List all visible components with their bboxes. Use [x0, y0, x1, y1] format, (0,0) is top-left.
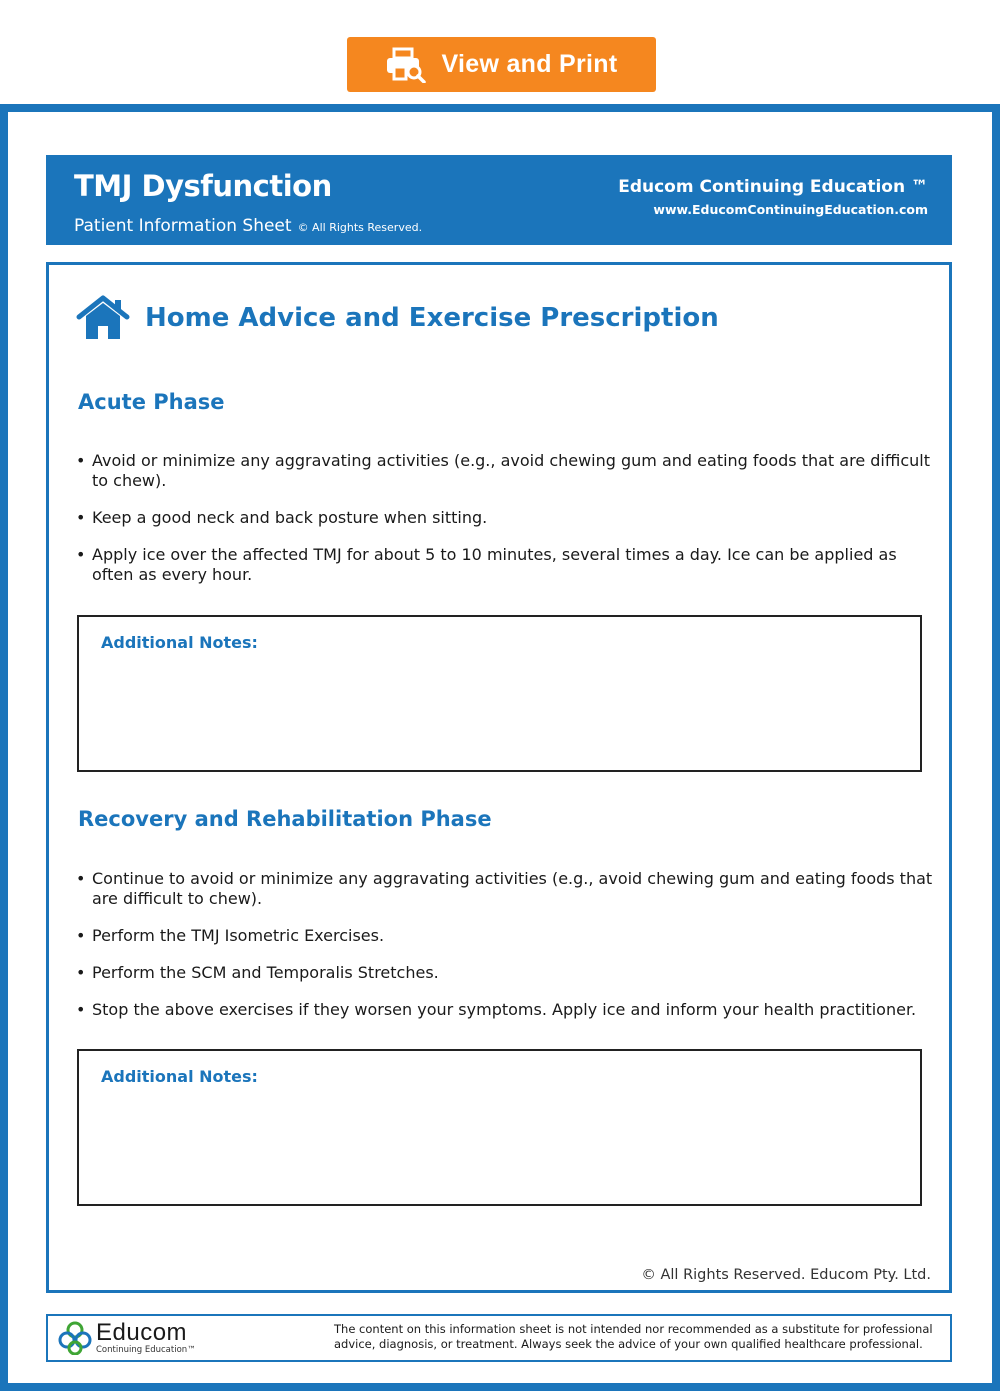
view-and-print-button[interactable] [347, 37, 656, 92]
sheet-title: TMJ Dysfunction [74, 169, 332, 203]
notes-label: Additional Notes: [101, 1067, 258, 1086]
content-box [46, 262, 952, 1293]
list-item: • Perform the TMJ Isometric Exercises. [76, 926, 936, 946]
logo-name: Educom [96, 1319, 188, 1346]
educom-logo-mark-icon [58, 1321, 92, 1355]
sheet-subtitle [74, 216, 422, 236]
list-item: • Apply ice over the affected TMJ for about 5 to 10 minutes, several times a day. Ice can be applied as often as every hour. [76, 545, 936, 585]
educom-logo [58, 1321, 196, 1355]
list-item: • Perform the SCM and Temporalis Stretches. [76, 963, 936, 983]
recovery-phase-list [76, 869, 936, 1037]
list-item: • Stop the above exercises if they worsen your symptoms. Apply ice and inform your health practitioner. [76, 1000, 936, 1020]
home-icon [75, 295, 131, 341]
header-copyright: © All Rights Reserved. [297, 221, 423, 234]
list-item: • Avoid or minimize any aggravating activities (e.g., avoid chewing gum and eating foods that are difficult to chew). [76, 451, 936, 491]
acute-phase-list [76, 451, 936, 602]
rights-reserved: © All Rights Reserved. Educom Pty. Ltd. [641, 1267, 931, 1283]
header-band [46, 155, 952, 245]
organization-url: www.EducomContinuingEducation.com [653, 202, 928, 217]
notes-label: Additional Notes: [101, 633, 258, 652]
acute-phase-title: Acute Phase [78, 390, 225, 414]
section-title: Home Advice and Exercise Prescription [145, 303, 719, 333]
top-toolbar [0, 0, 1000, 104]
printer-search-icon [385, 47, 427, 83]
section-heading [75, 295, 719, 341]
acute-notes-box[interactable] [77, 615, 922, 772]
footer [46, 1314, 952, 1362]
view-and-print-label: View and Print [441, 50, 618, 78]
info-sheet [0, 104, 1000, 1391]
organization-name: Educom Continuing Education ™ [618, 177, 928, 197]
logo-tagline: Continuing Education™ [96, 1345, 196, 1355]
disclaimer: The content on this information sheet is not intended nor recommended as a substitute for professional advice, diagnosis, or treatment. Always seek the advice of your own qualified healthcare professional. [334, 1322, 933, 1351]
recovery-notes-box[interactable] [77, 1049, 922, 1206]
subtitle-text: Patient Information Sheet [74, 216, 292, 236]
list-item: • Keep a good neck and back posture when sitting. [76, 508, 936, 528]
recovery-phase-title: Recovery and Rehabilitation Phase [78, 807, 492, 831]
list-item: • Continue to avoid or minimize any aggravating activities (e.g., avoid chewing gum and eating foods that are difficult to chew). [76, 869, 936, 909]
